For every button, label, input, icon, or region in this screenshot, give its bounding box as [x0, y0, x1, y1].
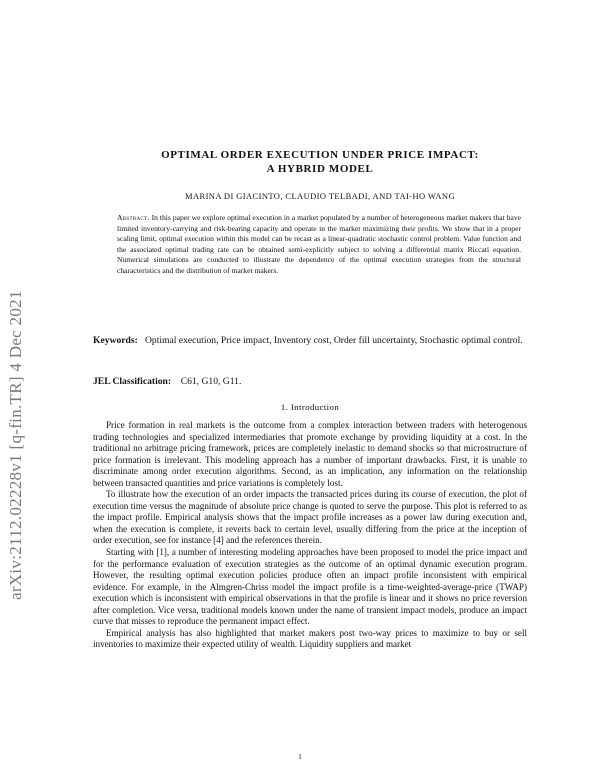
paragraph: To illustrate how the execution of an order impacts the transacted prices during its course of execution, the plot of execution time versus the magnitude of absolute price change is quoted to serve the purpose. This plot is referred to as the impact profile. Empirical analysis shows that the impact profile increases as a power law during execution and, when the execution is complete, it reverts back to certain level, usually differing from the price at the inception of order execution, see for instance [4] and the references therein. [93, 489, 527, 546]
jel-classification [93, 376, 527, 387]
introduction-body [93, 420, 527, 651]
keywords-text: Optimal execution, Price impact, Inventory cost, Order fill uncertainty, Stochastic optimal control. [144, 335, 523, 346]
jel-codes: C61, G10, G11. [180, 376, 242, 387]
section-heading: 1. Introduction [280, 402, 340, 412]
abstract-label: Abstract. [117, 213, 150, 222]
paper-title-line-1: OPTIMAL ORDER EXECUTION UNDER PRICE IMPACT: [161, 149, 479, 161]
keywords-label: Keywords: [93, 335, 138, 346]
paragraph: Price formation in real markets is the outcome from a complex interaction between traders with heterogenous trading technologies and specialized intermediaries that promote exchange by providing liquidity at a cost. In the traditional no arbitrage pricing framework, prices are completely inelastic to demand shocks so that microstructure of price formation is irrelevant. This modeling approach has a number of important drawbacks. First, it is unable to discriminate among order execution algorithms. Second, as an implication, any information on the relationship between transacted quantities and price variations is completely lost. [93, 420, 527, 488]
paper-title-line-2: A HYBRID MODEL [266, 163, 374, 175]
keywords [93, 335, 527, 347]
abstract-text: In this paper we explore optimal execution in a market populated by a number of heterogeneous market makers that have limited inventory-carrying and risk-bearing capacity and operate in the market maximizing their profits. We show that in a proper scaling limit, optimal execution within this model can be recast as a linear-quadratic stochastic control problem. Value function and the associated optimal trading rate can be obtained semi-explicitly subject to solving a differential matrix Riccati equation. Numerical simulations are conducted to illustrate the dependence of the optimal execution strategies from the structural characteristics and the distribution of market makers. [117, 213, 521, 275]
paragraph: Starting with [1], a number of interesting modeling approaches have been proposed to model the price impact and for the performance evaluation of execution strategies as the outcome of an optimal dynamic execution program. However, the resulting optimal execution policies produce often an impact profile inconsistent with empirical evidence. For example, in the Almgren-Chriss model the impact profile is a time-weighted-average-price (TWAP) execution which is inconsistent with empirical observations in that the profile is linear and it shows no price reversion after completion. Vice versa, traditional models known under the name of transient impact models, produce an impact curve that misses to reproduce the permanent impact effect. [93, 547, 527, 627]
abstract [117, 213, 521, 277]
author-list: MARINA DI GIACINTO, CLAUDIO TELBADI, AND TAI-HO WANG [185, 191, 455, 201]
paragraph: Empirical analysis has also highlighted that market makers post two-way prices to maximize to buy or sell inventories to maximize their expected utility of wealth. Liquidity suppliers and market [93, 627, 527, 650]
page-number: 1 [298, 752, 302, 761]
arxiv-identifier: arXiv:2112.02228v1 [q-fin.TR] 4 Dec 2021 [6, 290, 25, 600]
jel-label: JEL Classification: [93, 376, 172, 387]
